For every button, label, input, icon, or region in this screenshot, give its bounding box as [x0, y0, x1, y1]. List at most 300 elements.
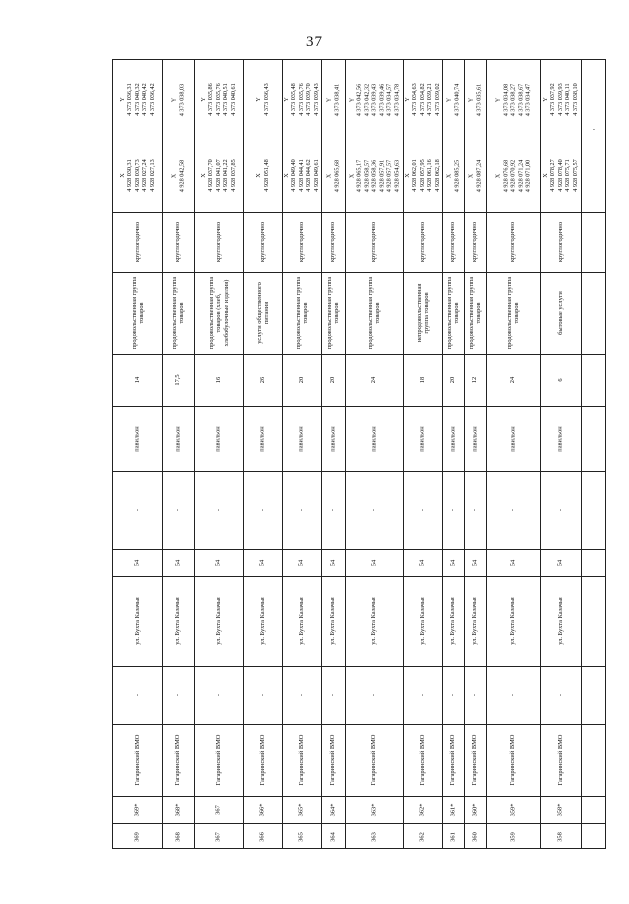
cell-text: ул. Бухта Казачья [297, 597, 305, 645]
coord-y-value: Y [445, 97, 453, 102]
coord-y-value: Y [403, 97, 411, 102]
coord-y-value: Y [347, 97, 355, 102]
cell-district [345, 724, 403, 796]
coord-y-cell [442, 60, 464, 139]
cell-house [162, 549, 194, 576]
cell-text: - [174, 693, 182, 697]
cell-text: - [297, 508, 305, 512]
coord-list [243, 139, 282, 212]
cell-text: павильон [214, 425, 222, 452]
cell-area [345, 354, 403, 406]
cell-text: 54 [214, 559, 222, 566]
coord-x-value: 4 928 049,40 [290, 159, 298, 192]
cell-street [282, 576, 321, 666]
cell-house [486, 549, 540, 576]
cell-shape [243, 212, 282, 272]
cell-spec [113, 272, 162, 354]
cell-kind [321, 406, 345, 471]
cell-kind [162, 406, 194, 471]
coord-list [464, 60, 486, 139]
coord-x-value: X [199, 173, 207, 178]
coord-list [194, 139, 243, 212]
coord-x-value: 4 928 027,13 [148, 159, 156, 192]
cell-street [345, 576, 403, 666]
coord-y-value: 4 373 034,08 [501, 83, 509, 116]
cell-text: 358* [556, 803, 564, 816]
coord-y-cell [403, 60, 442, 139]
coord-x-value: 4 928 061,16 [426, 159, 434, 192]
cell-shape [403, 212, 442, 272]
coord-y-cell [540, 60, 581, 139]
cell-shape [345, 212, 403, 272]
cell-text: 54 [471, 559, 479, 566]
cell-area [464, 354, 486, 406]
coord-x-value: X [403, 173, 411, 178]
cell-text: - [556, 508, 564, 512]
cell-text: 362* [418, 803, 426, 816]
coord-y-cell [486, 60, 540, 139]
cell-district [321, 724, 345, 796]
cell-text: круглогодично [509, 221, 517, 263]
cell-district [403, 724, 442, 796]
cell-text: павильон [418, 425, 426, 452]
cell-text: 369 [133, 831, 141, 842]
cell-text: ул. Бухта Казачья [556, 597, 564, 645]
cell-text: Гагаринский ВМО [449, 734, 457, 786]
coord-x-value: 4 928 062,01 [411, 159, 419, 192]
cell-text: 14 [133, 376, 141, 384]
cell-ref [403, 796, 442, 823]
coord-x-value: X [282, 173, 290, 178]
cell-text: 17,5 [174, 374, 182, 386]
coord-x-cell [194, 139, 243, 212]
cell-dash1 [194, 666, 243, 724]
coord-y-value: Y [541, 97, 549, 102]
cell-area [282, 354, 321, 406]
cell-spec [442, 272, 464, 354]
coord-list [540, 139, 581, 212]
cell-text: 368* [174, 803, 182, 816]
coord-x-value: 4 928 042,58 [178, 159, 185, 192]
cell-text: круглогодично [471, 221, 479, 263]
cell-text: павильон [174, 425, 182, 452]
cell-text: павильон [370, 425, 378, 452]
cell-ref [442, 796, 464, 823]
cell-spec [162, 272, 194, 354]
coord-x-value: 4 928 062,18 [433, 159, 441, 192]
cell-dash2 [442, 471, 464, 549]
cell-dash2 [540, 471, 581, 549]
cell-text: павильон [297, 425, 305, 452]
coord-list [321, 60, 345, 139]
cell-text: 54 [449, 559, 457, 566]
cell-district [162, 724, 194, 796]
coord-x-cell [464, 139, 486, 212]
cell-num [345, 823, 403, 850]
coord-x-value: X [445, 173, 453, 178]
coord-y-value: 4 373 039,21 [426, 83, 434, 116]
rotated-table [112, 59, 606, 849]
cell-ref [243, 796, 282, 823]
cell-house [403, 549, 442, 576]
cell-text: 54 [258, 559, 266, 566]
cell-text: продовольственная группа товаров [445, 276, 460, 350]
cell-num [403, 823, 442, 850]
cell-text: 54 [329, 559, 337, 566]
cell-text: ул. Бухта Казачья [214, 597, 222, 645]
cell-spec [403, 272, 442, 354]
coord-y-value: 4 373 036,42 [148, 83, 156, 116]
cell-text: 367 [214, 804, 222, 815]
cell-shape [442, 212, 464, 272]
cell-dash1 [464, 666, 486, 724]
cell-dash2 [345, 471, 403, 549]
coord-y-cell [321, 60, 345, 139]
cell-text: круглогодично [297, 221, 305, 263]
coord-y-value: 4 373 035,48 [290, 83, 298, 116]
cell-spec [464, 272, 486, 354]
coord-x-value: X [347, 173, 355, 178]
cell-text: круглогодично [370, 221, 378, 263]
cell-text: продовольственная группа товаров [325, 276, 340, 350]
cell-num [113, 823, 162, 850]
coord-y-cell [113, 60, 162, 139]
cell-text: Гагаринский ВМО [509, 734, 517, 786]
coord-x-cell [403, 139, 442, 212]
cell-text: 358 [556, 831, 564, 842]
cell-text: круглогодично [174, 221, 182, 263]
cell-area [113, 354, 162, 406]
coord-y-value: 4 373 038,03 [178, 83, 185, 116]
cell-num [321, 823, 345, 850]
cell-text: круглогодично [133, 221, 141, 263]
cell-text: ул. Бухта Казачья [418, 597, 426, 645]
cell-text: 54 [297, 559, 305, 566]
cell-text: 24 [370, 376, 378, 384]
cell-text: Гагаринский ВМО [556, 734, 564, 786]
cell-text: 18 [418, 376, 426, 384]
cell-text: Гагаринский ВМО [174, 734, 182, 786]
cell-dash1 [345, 666, 403, 724]
cell-text: 54 [370, 559, 378, 566]
coord-y-value: 4 373 036,31 [126, 83, 134, 116]
coord-y-cell [282, 60, 321, 139]
cell-text: - [133, 508, 141, 512]
cell-text: 361 [449, 831, 457, 842]
coord-y-value: 4 373 040,42 [141, 83, 149, 116]
cell-district [243, 724, 282, 796]
cell-text: павильон [556, 425, 564, 452]
coord-x-value: 4 928 030,73 [133, 159, 141, 192]
cell-text: - [418, 508, 426, 512]
cell-dash2 [194, 471, 243, 549]
cell-text: - [509, 693, 517, 697]
cell-text: продовольственная группа товаров [505, 276, 520, 350]
coord-x-value: 4 928 041,07 [214, 159, 222, 192]
coord-list [345, 60, 403, 139]
cell-street [113, 576, 162, 666]
cell-text: - [258, 693, 266, 697]
cell-text: 20 [449, 376, 457, 384]
coord-x-value: 4 928 057,57 [385, 159, 393, 192]
cell-num [442, 823, 464, 850]
coord-x-value: 4 928 058,36 [370, 159, 378, 192]
cell-text: 24 [509, 376, 517, 384]
cell-dash2 [486, 471, 540, 549]
coord-y-value: 4 373 034,47 [524, 83, 532, 116]
cell-text: - [509, 508, 517, 512]
coord-y-value: 4 373 035,76 [214, 83, 222, 116]
cell-text: ул. Бухта Казачья [471, 597, 479, 645]
cell-text: 360 [471, 831, 479, 842]
coord-x-value: 4 928 049,61 [312, 159, 320, 192]
cell-kind [345, 406, 403, 471]
coord-list [403, 139, 442, 212]
cell-text: 362 [418, 831, 426, 842]
coord-list [113, 60, 162, 139]
coord-list [282, 60, 321, 139]
coord-x-value: 4 928 071,00 [524, 159, 532, 192]
coord-y-value: 4 373 036,43 [262, 83, 270, 116]
cell-text: продовольственная группа товаров [366, 276, 381, 350]
cell-text: продовольственная группа товаров [467, 276, 482, 350]
cell-dash2 [403, 471, 442, 549]
cell-shape [113, 212, 162, 272]
coord-x-value: 4 928 078,40 [556, 159, 564, 192]
coord-y-value: Y [467, 97, 475, 102]
coord-x-value: X [170, 173, 178, 178]
cell-house [282, 549, 321, 576]
cell-district [282, 724, 321, 796]
coord-list [540, 60, 581, 139]
coord-x-value: 4 928 078,27 [549, 159, 557, 192]
cell-text: ул. Бухта Казачья [258, 597, 266, 645]
coord-x-value: 4 928 057,91 [377, 159, 385, 192]
cell-text: - [418, 693, 426, 697]
cell-text: 368 [174, 831, 182, 842]
coord-list [486, 139, 540, 212]
coord-x-value: 4 928 075,71 [564, 159, 572, 192]
cell-num [243, 823, 282, 850]
cell-house [345, 549, 403, 576]
coord-x-value: 4 928 041,22 [222, 159, 230, 192]
cell-text: 363 [370, 831, 378, 842]
coord-list [243, 60, 282, 139]
cell-text: круглогодично [258, 221, 266, 263]
coord-x-value: 4 928 027,24 [141, 159, 149, 192]
cell-dash1 [442, 666, 464, 724]
cell-text: - [258, 508, 266, 512]
cell-text: Гагаринский ВМО [133, 734, 141, 786]
coord-y-cell [194, 60, 243, 139]
cell-area [486, 354, 540, 406]
cell-text: 20 [297, 376, 305, 384]
coord-x-value: 4 928 051,48 [262, 159, 270, 192]
cell-text: ул. Бухта Казачья [449, 597, 457, 645]
cell-text: ул. Бухта Казачья [174, 597, 182, 645]
coord-y-value: 4 373 038,10 [571, 83, 579, 116]
coord-x-cell [486, 139, 540, 212]
cell-text: - [214, 693, 222, 697]
cell-spec [243, 272, 282, 354]
cell-area [540, 354, 581, 406]
cell-text: - [471, 508, 479, 512]
cell-text: Гагаринский ВМО [329, 734, 337, 786]
coord-list [486, 60, 540, 139]
coord-x-cell [321, 139, 345, 212]
coord-y-value: Y [254, 97, 262, 102]
coord-x-value: 4 928 044,62 [305, 159, 313, 192]
coord-x-value: 4 928 065,68 [333, 159, 340, 192]
cell-text: павильон [329, 425, 337, 452]
cell-text: 367 [214, 831, 222, 842]
cell-street [194, 576, 243, 666]
cell-ref [321, 796, 345, 823]
cell-kind [486, 406, 540, 471]
coord-x-value: X [541, 173, 549, 178]
cell-ref [486, 796, 540, 823]
cell-dash1 [403, 666, 442, 724]
cell-text: - [133, 693, 141, 697]
coord-x-value: 4 928 057,95 [418, 159, 426, 192]
cell-text: 365* [297, 803, 305, 816]
cell-kind [464, 406, 486, 471]
cell-dash1 [540, 666, 581, 724]
coord-y-value: Y [282, 97, 290, 102]
cell-text: 6 [556, 378, 564, 382]
coord-x-cell [282, 139, 321, 212]
coord-y-value: 4 373 039,93 [556, 83, 564, 116]
coord-list [162, 139, 194, 212]
cell-num [464, 823, 486, 850]
coord-x-cell [113, 139, 162, 212]
cell-text: продовольственная группа товаров [170, 276, 185, 350]
cell-kind [540, 406, 581, 471]
coord-x-value: X [325, 173, 333, 178]
cell-dash2 [321, 471, 345, 549]
cell-text: 54 [509, 559, 517, 566]
cell-text: - [329, 508, 337, 512]
coord-y-cell [243, 60, 282, 139]
cell-text: круглогодично [214, 221, 222, 263]
cell-street [321, 576, 345, 666]
cell-shape [162, 212, 194, 272]
cell-text: 365 [297, 831, 305, 842]
cell-ref [282, 796, 321, 823]
cell-text: услуги общественного питания [255, 282, 270, 344]
page-number: 37 [306, 34, 323, 50]
cell-text: - [370, 693, 378, 697]
coord-y-value: Y [118, 97, 126, 102]
cell-num [194, 823, 243, 850]
coord-x-value: 4 928 054,63 [392, 159, 400, 192]
coord-x-value: 4 928 085,25 [453, 159, 460, 192]
coord-list [464, 139, 486, 212]
cell-text: непродовольственная группа товаров [415, 283, 430, 343]
cell-house [464, 549, 486, 576]
cell-text: 20 [329, 376, 337, 384]
cell-text: круглогодично [329, 221, 337, 263]
cell-text: павильон [509, 425, 517, 452]
cell-dash1 [113, 666, 162, 724]
cell-text: ул. Бухта Казачья [133, 597, 141, 645]
cell-shape [540, 212, 581, 272]
cell-district [486, 724, 540, 796]
cell-text: 366* [258, 803, 266, 816]
coord-list [282, 139, 321, 212]
cell-area [403, 354, 442, 406]
coord-list [403, 60, 442, 139]
cell-text: круглогодично [449, 221, 457, 263]
cell-text: продовольственная группа товаров [130, 276, 145, 350]
coord-x-cell [540, 139, 581, 212]
coord-x-cell [243, 139, 282, 212]
cell-kind [282, 406, 321, 471]
cell-kind [194, 406, 243, 471]
cell-spec [486, 272, 540, 354]
coord-x-value: 4 928 070,92 [509, 159, 517, 192]
cell-dash2 [162, 471, 194, 549]
cell-dash2 [464, 471, 486, 549]
coord-y-value: 4 373 038,41 [333, 83, 340, 116]
cell-text: 54 [418, 559, 426, 566]
cell-dash2 [243, 471, 282, 549]
cell-house [321, 549, 345, 576]
coord-y-value: 4 373 034,78 [392, 83, 400, 116]
cell-ref [464, 796, 486, 823]
cell-text: 54 [174, 559, 182, 566]
coord-y-value: 4 373 035,61 [475, 83, 482, 116]
coord-x-value: 4 928 037,85 [229, 159, 237, 192]
cell-area [321, 354, 345, 406]
coord-x-value: 4 928 037,70 [207, 159, 215, 192]
cell-shape [464, 212, 486, 272]
coord-y-value: 4 373 034,82 [418, 83, 426, 116]
cell-text: ул. Бухта Казачья [509, 597, 517, 645]
cell-num [162, 823, 194, 850]
cell-spec [321, 272, 345, 354]
cell-text: 54 [556, 559, 564, 566]
cell-text: бытовые услуги [556, 291, 564, 335]
cell-num [282, 823, 321, 850]
coord-y-value: 4 373 040,51 [222, 83, 230, 116]
cell-ref [162, 796, 194, 823]
cell-text: 360* [471, 803, 479, 816]
cell-house [194, 549, 243, 576]
cell-area [194, 354, 243, 406]
cell-text: продовольственная группа товаров [294, 276, 309, 350]
coord-y-value: 4 373 039,43 [312, 83, 320, 116]
cell-text: Гагаринский ВМО [214, 734, 222, 786]
cell-dash1 [321, 666, 345, 724]
coord-x-value: 4 928 071,24 [516, 159, 524, 192]
cell-house [243, 549, 282, 576]
coord-y-value: 4 373 039,43 [370, 83, 378, 116]
cell-district [113, 724, 162, 796]
row-divider [581, 60, 582, 848]
cell-shape [282, 212, 321, 272]
coord-y-value: Y [494, 97, 502, 102]
cell-ref [194, 796, 243, 823]
cell-trailing: - [592, 126, 596, 134]
cell-district [194, 724, 243, 796]
cell-dash1 [282, 666, 321, 724]
cell-text: павильон [471, 425, 479, 452]
coord-x-value: 4 928 030,31 [126, 159, 134, 192]
cell-area [243, 354, 282, 406]
cell-dash2 [282, 471, 321, 549]
coord-y-value: 4 373 040,32 [133, 83, 141, 116]
